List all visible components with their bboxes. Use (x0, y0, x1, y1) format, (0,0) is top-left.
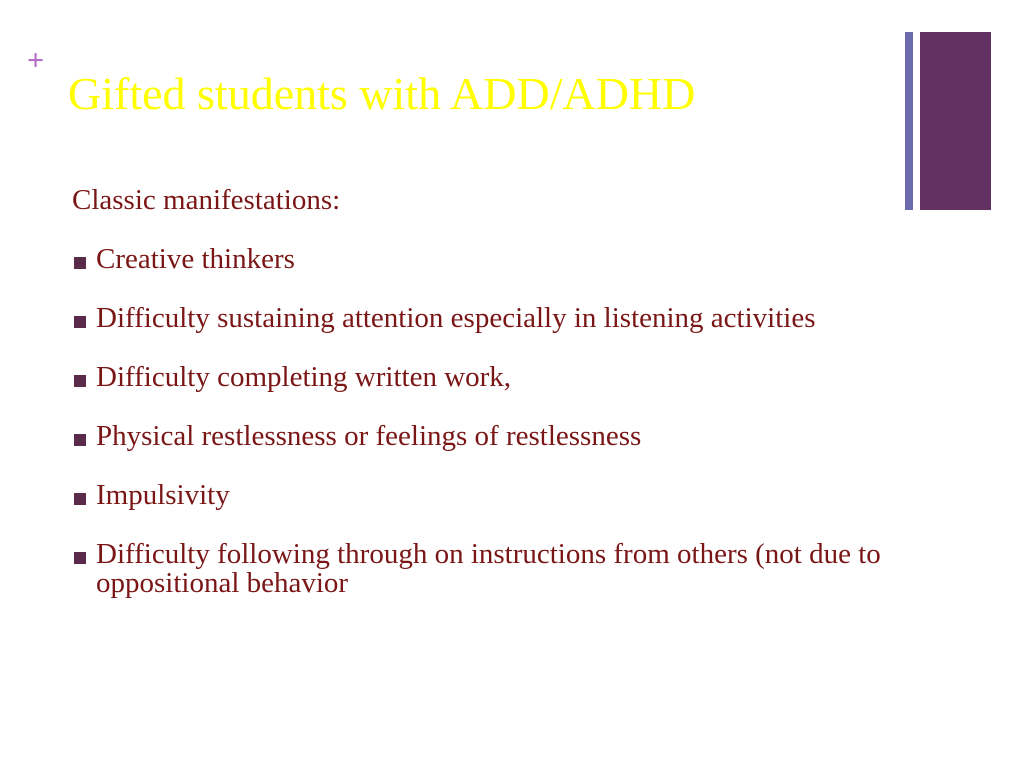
bullet-text: Difficulty following through on instructions from others (not due to oppositional behavior (96, 538, 881, 599)
bullet-text: Creative thinkers (96, 243, 295, 275)
plus-icon: + (27, 44, 45, 77)
decorative-thin-bar (905, 32, 913, 210)
square-bullet-icon (74, 434, 86, 446)
bullet-text: Difficulty completing written work, (96, 361, 512, 393)
bullet-list (72, 245, 902, 598)
intro-text: Classic manifestations: (72, 184, 341, 216)
bullet-text: Difficulty sustaining attention especially in listening activities (96, 302, 816, 334)
square-bullet-icon (74, 375, 86, 387)
slide-body (72, 186, 902, 628)
decorative-thick-bar (920, 32, 991, 210)
bullet-item (72, 245, 902, 274)
bullet-item (72, 481, 902, 510)
bullet-item (72, 363, 902, 392)
square-bullet-icon (74, 493, 86, 505)
slide-title: Gifted students with ADD/ADHD (68, 68, 696, 119)
bullet-text: Physical restlessness or feelings of restlessness (96, 420, 642, 452)
bullet-item (72, 304, 902, 333)
square-bullet-icon (74, 257, 86, 269)
square-bullet-icon (74, 552, 86, 564)
bullet-text: Impulsivity (96, 479, 230, 511)
bullet-item (72, 422, 902, 451)
square-bullet-icon (74, 316, 86, 328)
bullet-item (72, 540, 902, 598)
